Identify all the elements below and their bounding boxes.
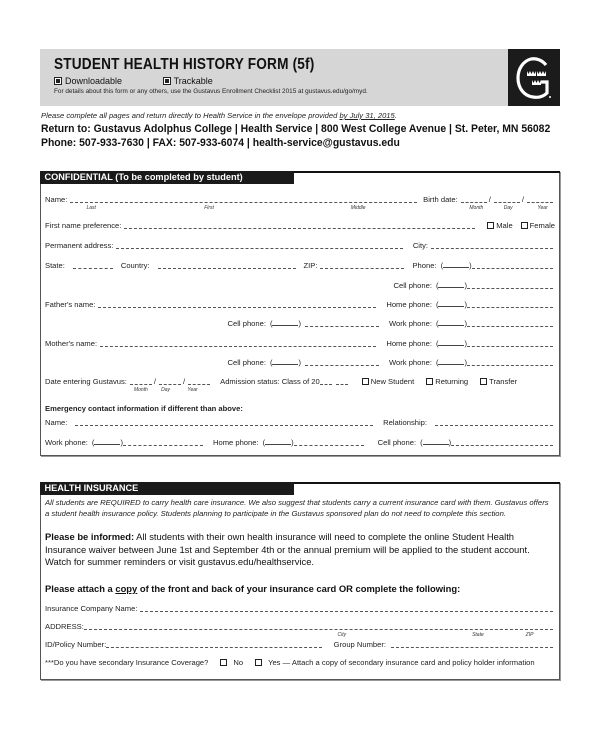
home-phone-label: Home phone: xyxy=(212,438,259,447)
relationship-field[interactable] xyxy=(435,418,553,426)
paren: ) xyxy=(464,339,467,348)
paren: ( xyxy=(269,319,273,328)
badge-trackable xyxy=(163,76,213,86)
class-year-field-2[interactable] xyxy=(336,377,348,385)
sub-day: Day xyxy=(161,387,171,393)
entering-day-field[interactable] xyxy=(159,377,181,393)
father-cell-phone-field[interactable] xyxy=(305,319,379,327)
insurance-attach-instruction xyxy=(45,583,553,594)
checkbox-icon xyxy=(480,378,487,385)
permanent-address-label: Permanent address: xyxy=(45,241,114,250)
instructions-note xyxy=(41,111,589,120)
company-name-field[interactable] xyxy=(140,604,553,612)
fathers-name-label: Father's name: xyxy=(45,300,96,309)
attach-prefix: Please attach a xyxy=(45,583,116,594)
slash: / xyxy=(488,195,491,204)
paren: ( xyxy=(435,339,439,348)
emergency-name-field[interactable] xyxy=(75,418,373,426)
paren: ) xyxy=(448,438,452,447)
paren: ( xyxy=(435,281,439,290)
secondary-question: ***Do you have secondary Insurance Coverage? xyxy=(45,658,209,667)
male-label: Male xyxy=(496,221,513,230)
father-home-phone-field[interactable] xyxy=(467,300,553,308)
father-home-area-code[interactable] xyxy=(436,300,467,309)
sub-month: Month xyxy=(133,387,148,393)
paren: ) xyxy=(464,358,467,367)
date-entering-label: Date entering Gustavus: xyxy=(45,377,127,386)
paren: ( xyxy=(435,358,439,367)
yes-label: Yes — Attach a copy of secondary insurance card and policy holder information xyxy=(268,658,535,667)
sub-year: Year xyxy=(187,387,198,393)
cell-phone-label: Cell phone: xyxy=(377,438,417,447)
permanent-address-field[interactable] xyxy=(116,241,402,249)
name-row xyxy=(45,195,555,211)
insurance-informed-text xyxy=(45,531,553,569)
return-address: Return to: Gustavus Adolphus College | Health Service | 800 West College Avenue | St. Peter, MN 56082 xyxy=(41,123,551,135)
group-number-label: Group Number: xyxy=(333,640,386,649)
mother-home-phone-field[interactable] xyxy=(467,339,553,347)
downloadable-icon xyxy=(54,77,62,85)
secondary-insurance-row xyxy=(45,658,555,667)
emergency-heading-row xyxy=(45,404,555,413)
emergency-heading: Emergency contact information if different than above: xyxy=(45,404,243,413)
no-label: No xyxy=(233,658,244,667)
paren: ( xyxy=(435,300,439,309)
header-note: For details about this form or any others, use the Gustavus Enrollment Checklist 2015 at gustavus.edu/go/myd. xyxy=(54,88,368,95)
insurance-address-field[interactable] xyxy=(84,622,553,638)
paren: ) xyxy=(120,438,123,447)
trackable-icon xyxy=(163,77,171,85)
sub-state: State xyxy=(472,632,484,638)
state-field[interactable] xyxy=(73,261,113,269)
sub-first: First xyxy=(204,205,214,211)
paren: ) xyxy=(298,319,302,328)
emergency-work-phone-field[interactable] xyxy=(123,438,203,446)
work-phone-label: Work phone: xyxy=(389,358,432,367)
emergency-home-phone-field[interactable] xyxy=(294,438,364,446)
state-label: State: xyxy=(45,261,65,270)
mother-cell-area-code[interactable] xyxy=(270,358,301,367)
name-label: Name: xyxy=(45,195,68,204)
paren: ( xyxy=(269,358,273,367)
contact-line: Phone: 507-933-7630 | FAX: 507-933-6074 | health-service@gustavus.edu xyxy=(41,137,400,149)
mother-home-area-code[interactable] xyxy=(436,339,467,348)
mothers-name-label: Mother's name: xyxy=(45,339,98,348)
home-phone-label: Home phone: xyxy=(386,339,432,348)
transfer-label: Transfer xyxy=(489,377,518,386)
father-phones-row xyxy=(45,319,555,328)
state-row xyxy=(45,261,555,270)
relationship-label: Relationship: xyxy=(383,418,427,427)
first-name-pref-row xyxy=(45,221,555,230)
section-tab-health-insurance: HEALTH INSURANCE xyxy=(40,482,294,495)
group-number-field[interactable] xyxy=(391,640,553,648)
phone-area-code[interactable] xyxy=(441,261,472,270)
section-tab-confidential: CONFIDENTIAL (To be completed by student) xyxy=(40,171,294,184)
policy-row xyxy=(45,640,555,649)
paren: ) xyxy=(464,300,467,309)
cell-phone-field[interactable] xyxy=(467,281,553,289)
slash: / xyxy=(521,195,524,204)
note-text: Please complete all pages and return directly to Health Service in the envelope provided xyxy=(41,111,340,120)
checkbox-icon xyxy=(487,222,494,229)
secondary-no-checkbox[interactable] xyxy=(220,658,243,667)
father-work-phone-field[interactable] xyxy=(467,319,553,327)
attach-suffix: of the front and back of your insurance card OR complete the following: xyxy=(137,583,461,594)
checkbox-icon xyxy=(362,378,369,385)
sub-year: Year xyxy=(537,205,548,211)
city-label: City: xyxy=(412,241,428,250)
work-phone-label: Work phone: xyxy=(389,319,432,328)
female-checkbox[interactable] xyxy=(521,221,555,230)
insurance-address-row xyxy=(45,622,555,638)
form-header xyxy=(40,49,560,106)
female-label: Female xyxy=(529,221,555,230)
deadline: by July 31, 2015 xyxy=(339,111,395,120)
sub-last: Last xyxy=(86,205,96,211)
transfer-checkbox[interactable] xyxy=(480,377,517,386)
mother-work-area-code[interactable] xyxy=(436,358,467,367)
paren: ) xyxy=(469,261,472,270)
emergency-home-area-code[interactable] xyxy=(263,438,294,447)
insurance-required-text: All students are REQUIRED to carry health care insurance. We also suggest that students carry a current insurance card with them. Gustavus offers a student health insurance policy. Students planning to participate in the Gustavus sponsored plan do not need to complete this section. xyxy=(45,498,549,518)
checkbox-icon xyxy=(426,378,433,385)
badge-label: Trackable xyxy=(173,76,213,86)
emergency-name-row xyxy=(45,418,555,427)
admission-row xyxy=(45,377,555,393)
zip-field[interactable] xyxy=(320,261,404,269)
paren: ) xyxy=(464,319,467,328)
home-phone-label: Home phone: xyxy=(386,300,432,309)
secondary-yes-checkbox[interactable] xyxy=(255,658,535,667)
paren: ) xyxy=(291,438,294,447)
cell-phone-label: Cell phone: xyxy=(393,281,432,290)
header-badges xyxy=(54,76,213,87)
form-title: STUDENT HEALTH HISTORY FORM (5f) xyxy=(54,56,315,73)
paren: ( xyxy=(440,261,444,270)
first-name-pref-label: First name preference: xyxy=(45,221,122,230)
emergency-cell-area-code[interactable] xyxy=(420,438,451,447)
emergency-name-label: Name: xyxy=(45,418,68,427)
paren: ( xyxy=(262,438,266,447)
country-field[interactable] xyxy=(158,261,296,269)
sub-day: Day xyxy=(503,205,513,211)
country-label: Country: xyxy=(120,261,150,270)
emergency-work-area-code[interactable] xyxy=(92,438,123,447)
father-row xyxy=(45,300,555,309)
phone-label: Phone: xyxy=(412,261,437,270)
birth-day-field[interactable] xyxy=(494,195,520,211)
student-cell-row xyxy=(45,281,555,290)
cell-area-code[interactable] xyxy=(436,281,467,290)
mother-work-phone-field[interactable] xyxy=(467,358,553,366)
confidential-section xyxy=(40,171,560,456)
emergency-cell-phone-field[interactable] xyxy=(448,438,553,447)
company-name-label: Insurance Company Name: xyxy=(45,604,138,613)
first-name-pref-field[interactable] xyxy=(124,221,475,229)
cell-phone-label: Cell phone: xyxy=(227,358,266,367)
sub-middle: Middle xyxy=(350,205,366,211)
slash: / xyxy=(153,377,157,386)
checkbox-icon xyxy=(255,659,262,666)
work-phone-label: Work phone: xyxy=(45,438,88,447)
fathers-name-field[interactable] xyxy=(98,300,376,308)
badge-label: Downloadable xyxy=(65,76,123,86)
insurance-address-label: ADDRESS: xyxy=(45,622,84,631)
emergency-phones-row xyxy=(45,438,555,447)
male-checkbox[interactable] xyxy=(487,221,512,230)
paren: ) xyxy=(464,281,467,290)
admission-status-label: Admission status: Class of 20 xyxy=(220,377,320,386)
paren: ( xyxy=(420,438,423,447)
birth-month-field[interactable] xyxy=(461,195,487,211)
mother-row xyxy=(45,339,555,348)
mother-cell-phone-field[interactable] xyxy=(305,358,379,366)
class-year-field-1[interactable] xyxy=(320,377,332,385)
gustavus-logo-icon xyxy=(508,49,560,106)
informed-body: All students with their own health insurance will need to complete the online Student Health Insurance waiver between June 1st and September 4th or the annual premium will be applied to the student account. Watch for summer reminders or visit gustavus.edu/healthservice. xyxy=(45,531,530,568)
new-student-label: New Student xyxy=(370,377,415,386)
paren: ( xyxy=(91,438,95,447)
returning-checkbox[interactable] xyxy=(426,377,468,386)
address-row xyxy=(45,241,555,250)
checkbox-icon xyxy=(521,222,528,229)
checkbox-icon xyxy=(220,659,227,666)
sub-month: Month xyxy=(469,205,484,211)
paren: ( xyxy=(435,319,439,328)
slash: / xyxy=(183,377,186,386)
returning-label: Returning xyxy=(435,377,469,386)
name-field[interactable] xyxy=(70,195,417,211)
company-name-row xyxy=(45,604,555,613)
birth-date-label: Birth date: xyxy=(423,195,458,204)
badge-downloadable xyxy=(54,76,122,86)
phone-field[interactable] xyxy=(472,261,553,269)
mothers-name-field[interactable] xyxy=(100,339,376,347)
entering-year-field[interactable] xyxy=(187,377,210,393)
paren: ) xyxy=(298,358,302,367)
policy-number-field[interactable] xyxy=(106,640,321,648)
sub-zip: ZIP xyxy=(525,632,534,638)
policy-number-label: ID/Policy Number: xyxy=(45,640,107,649)
informed-bold: Please be informed: xyxy=(45,531,135,542)
mother-phones-row xyxy=(45,358,555,367)
health-insurance-section xyxy=(40,482,560,680)
note-suffix: . xyxy=(394,111,397,120)
zip-label: ZIP: xyxy=(303,261,318,270)
sub-city: City xyxy=(337,632,347,638)
father-work-area-code[interactable] xyxy=(436,319,467,328)
new-student-checkbox[interactable] xyxy=(362,377,414,386)
intro-block xyxy=(41,111,589,149)
father-cell-area-code[interactable] xyxy=(270,319,301,328)
attach-copy: copy xyxy=(115,583,138,594)
city-field[interactable] xyxy=(431,241,553,249)
cell-phone-label: Cell phone: xyxy=(227,319,266,328)
entering-month-field[interactable] xyxy=(130,377,152,393)
birth-year-field[interactable] xyxy=(527,195,553,211)
